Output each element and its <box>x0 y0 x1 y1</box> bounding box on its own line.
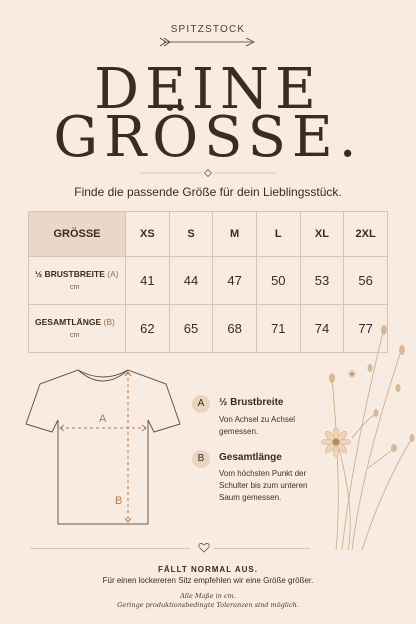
table-cell: 77 <box>344 305 388 353</box>
legend-badge-b: B <box>192 450 210 468</box>
size-header: S <box>169 212 213 257</box>
brand-logo: SPITZSTOCK <box>170 24 246 35</box>
size-header: M <box>213 212 257 257</box>
fit-tip: Für einen lockereren Sitz empfehlen wir eine Größe größer. <box>102 576 314 585</box>
size-header: XL <box>300 212 344 257</box>
legend-title-a: ½ Brustbreite <box>219 397 284 408</box>
table-cell: 56 <box>344 257 388 305</box>
size-header: 2XL <box>344 212 388 257</box>
table-cell: 71 <box>256 305 300 353</box>
page-title-line2: GRÖSSE. <box>53 105 363 170</box>
size-header: L <box>256 212 300 257</box>
diagram-label-b: B <box>115 495 123 507</box>
table-cell: 47 <box>213 257 257 305</box>
diagram-label-a: A <box>99 413 107 425</box>
legend-desc-a: Von Achsel zu Achsel gemessen. <box>219 415 296 436</box>
table-row <box>29 257 388 305</box>
arrow-icon <box>158 36 258 48</box>
row-label-unit: cm <box>70 331 80 339</box>
row-label-unit: cm <box>70 283 80 291</box>
table-corner-header: GRÖSSE <box>29 212 126 257</box>
tshirt-outline-icon <box>26 370 180 524</box>
footer-divider-left <box>30 548 190 549</box>
flower-illustration <box>312 318 416 550</box>
legend-title-b: Gesamtlänge <box>219 452 282 463</box>
subtitle: Finde die passende Größe für dein Lieblingsstück. <box>74 185 342 199</box>
row-label-length <box>29 305 126 353</box>
heart-icon <box>198 542 210 553</box>
size-header: XS <box>126 212 170 257</box>
row-label-text: GESAMTLÄNGE <box>35 316 102 327</box>
table-cell: 50 <box>256 257 300 305</box>
legend-desc-b: Vom höchsten Punkt der Schulter bis zum unteren Saum gemessen. <box>219 469 308 502</box>
table-cell: 62 <box>126 305 170 353</box>
page-title-line1: DEINE <box>94 57 322 122</box>
diamond-divider-icon <box>140 168 276 178</box>
legend-badge-a: A <box>192 395 210 413</box>
row-label-chest <box>29 257 126 305</box>
table-cell: 41 <box>126 257 170 305</box>
row-label-letter: (A) <box>107 268 119 279</box>
row-label-letter: (B) <box>103 316 115 327</box>
fit-note: FÄLLT NORMAL AUS. <box>158 565 258 574</box>
table-cell: 53 <box>300 257 344 305</box>
table-cell: 74 <box>300 305 344 353</box>
note-tolerance: Geringe produktionsbedingte Toleranzen sind möglich. <box>117 601 299 609</box>
table-cell: 65 <box>169 305 213 353</box>
note-units: Alle Maße in cm. <box>180 592 236 600</box>
table-cell: 44 <box>169 257 213 305</box>
footer-divider-right <box>214 548 310 549</box>
measurement-notes <box>0 592 416 610</box>
tshirt-diagram <box>22 362 184 534</box>
table-header-row <box>29 212 388 257</box>
table-cell: 68 <box>213 305 257 353</box>
row-label-text: ½ BRUSTBREITE <box>35 268 105 279</box>
